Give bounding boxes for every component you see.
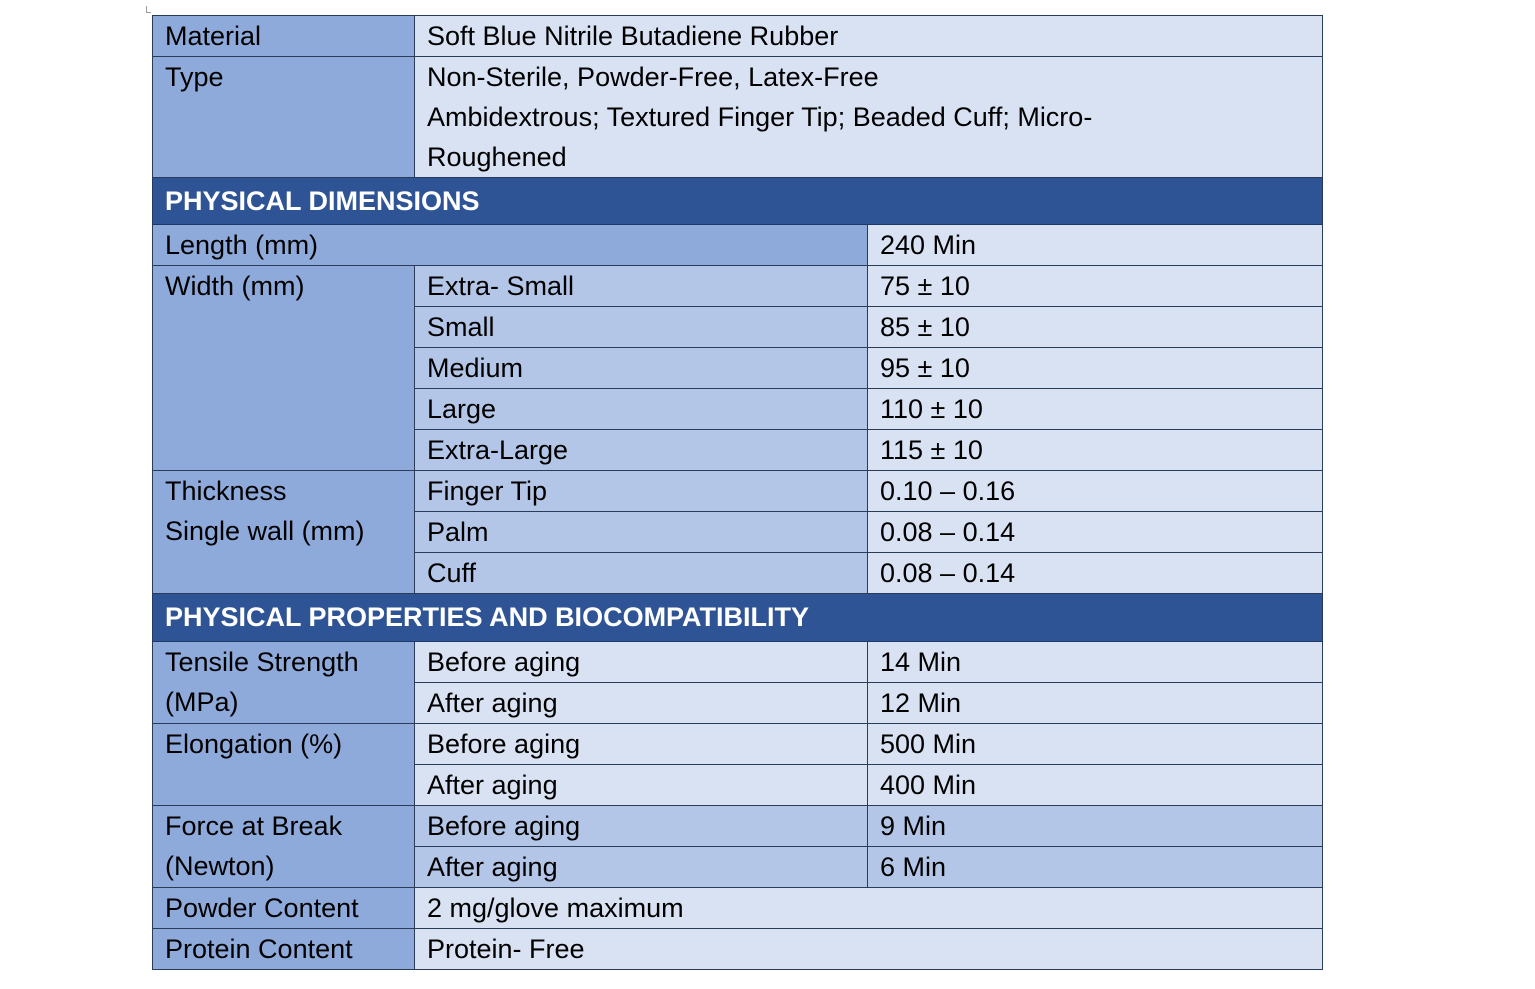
row-length (153, 225, 1323, 266)
tensile-label-line-2: (MPa) (165, 687, 239, 717)
width-label: Width (mm) (153, 266, 415, 471)
text-boundary-mark (146, 6, 151, 13)
elongation-condition: After aging (415, 765, 868, 806)
thickness-part: Cuff (415, 553, 868, 594)
elongation-condition: Before aging (415, 724, 868, 765)
thickness-value: 0.08 – 0.14 (868, 553, 1323, 594)
thickness-label (153, 471, 415, 594)
type-value-line-1: Non-Sterile, Powder-Free, Latex-Free (427, 62, 879, 92)
tensile-label-line-1: Tensile Strength (165, 647, 359, 677)
elongation-value: 500 Min (868, 724, 1323, 765)
row-powder-content (153, 888, 1323, 929)
row-protein-content (153, 929, 1323, 970)
tensile-condition: Before aging (415, 642, 868, 683)
elongation-value: 400 Min (868, 765, 1323, 806)
length-value: 240 Min (868, 225, 1323, 266)
material-value: Soft Blue Nitrile Butadiene Rubber (415, 16, 1323, 57)
powder-value: 2 mg/glove maximum (415, 888, 1323, 929)
row-tensile-before (153, 642, 1323, 683)
thickness-part: Palm (415, 512, 868, 553)
tensile-label (153, 642, 415, 724)
width-size: Large (415, 389, 868, 430)
elongation-label: Elongation (%) (153, 724, 415, 806)
width-value: 115 ± 10 (868, 430, 1323, 471)
width-value: 95 ± 10 (868, 348, 1323, 389)
type-label: Type (153, 57, 415, 178)
length-label: Length (mm) (153, 225, 868, 266)
row-type (153, 57, 1323, 178)
section-title-physical-dimensions: PHYSICAL DIMENSIONS (153, 178, 1323, 225)
thickness-label-line-1: Thickness (165, 476, 287, 506)
force-label-line-1: Force at Break (165, 811, 343, 841)
tensile-value: 14 Min (868, 642, 1323, 683)
row-width-extra-small (153, 266, 1323, 307)
force-value: 6 Min (868, 847, 1323, 888)
row-material (153, 16, 1323, 57)
width-value: 110 ± 10 (868, 389, 1323, 430)
width-value: 85 ± 10 (868, 307, 1323, 348)
width-size: Extra-Large (415, 430, 868, 471)
powder-label: Powder Content (153, 888, 415, 929)
row-elongation-before (153, 724, 1323, 765)
type-value (415, 57, 1323, 178)
row-thickness-finger-tip (153, 471, 1323, 512)
thickness-part: Finger Tip (415, 471, 868, 512)
protein-value: Protein- Free (415, 929, 1323, 970)
section-physical-dimensions (153, 178, 1323, 225)
tensile-value: 12 Min (868, 683, 1323, 724)
force-condition: Before aging (415, 806, 868, 847)
width-size: Extra- Small (415, 266, 868, 307)
thickness-value: 0.10 – 0.16 (868, 471, 1323, 512)
row-force-before (153, 806, 1323, 847)
type-value-line-2: Ambidextrous; Textured Finger Tip; Beaded Cuff; Micro-Roughened (427, 102, 1093, 172)
thickness-value: 0.08 – 0.14 (868, 512, 1323, 553)
force-value: 9 Min (868, 806, 1323, 847)
width-value: 75 ± 10 (868, 266, 1323, 307)
thickness-label-line-2: Single wall (mm) (165, 516, 365, 546)
protein-label: Protein Content (153, 929, 415, 970)
tensile-condition: After aging (415, 683, 868, 724)
section-title-physical-properties: PHYSICAL PROPERTIES AND BIOCOMPATIBILITY (153, 594, 1323, 642)
width-size: Medium (415, 348, 868, 389)
force-label (153, 806, 415, 888)
width-size: Small (415, 307, 868, 348)
force-condition: After aging (415, 847, 868, 888)
section-physical-properties (153, 594, 1323, 642)
glove-specification-table (152, 15, 1323, 970)
material-label: Material (153, 16, 415, 57)
force-label-line-2: (Newton) (165, 851, 275, 881)
